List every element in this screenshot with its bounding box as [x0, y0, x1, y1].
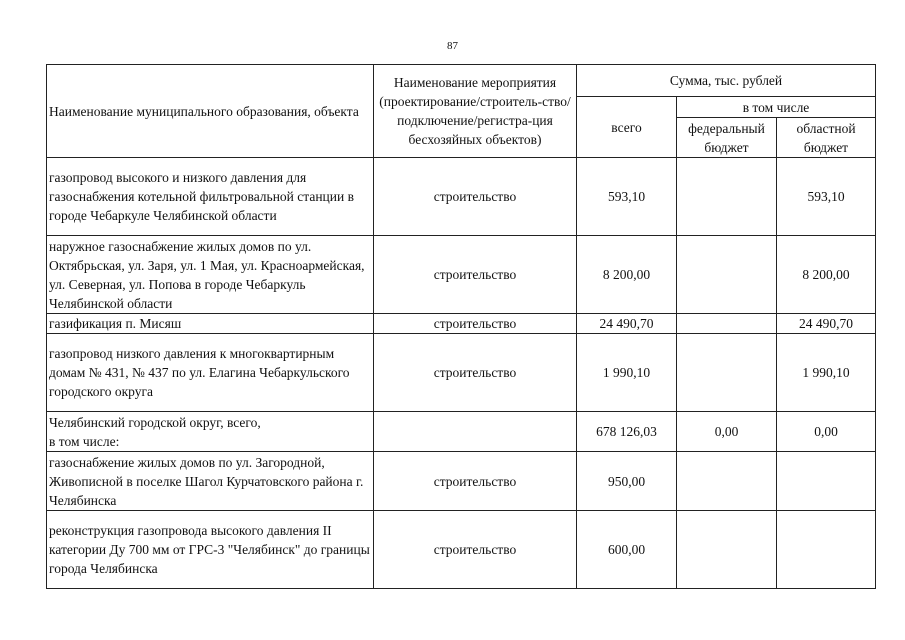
- regional-cell: 24 490,70: [777, 314, 876, 334]
- object-name-cell: наружное газоснабжение жилых домов по ул. Октябрьская, ул. Заря, ул. 1 Мая, ул. Красноармейская, ул. Северная, ул. Попова в городе Чебаркуль Челябинской области: [47, 236, 374, 314]
- table-row-subtotal: [47, 412, 876, 452]
- header-total: всего: [577, 97, 677, 158]
- regional-cell: 8 200,00: [777, 236, 876, 314]
- federal-cell: [677, 158, 777, 236]
- header-event-name: Наименование мероприятия (проектирование/строитель-ство/подключение/регистра-ция бесхозяйных объектов): [374, 65, 577, 158]
- header-municipality-object: Наименование муниципального образования, объекта: [47, 65, 374, 158]
- event-cell: строительство: [374, 314, 577, 334]
- event-cell: строительство: [374, 158, 577, 236]
- table-row: [47, 511, 876, 589]
- municipality-name-line: Челябинский городской округ, всего,: [49, 414, 261, 430]
- event-cell: строительство: [374, 334, 577, 412]
- total-cell: 950,00: [577, 452, 677, 511]
- regional-cell: [777, 511, 876, 589]
- municipality-including-line: в том числе:: [49, 433, 120, 449]
- regional-cell: 0,00: [777, 412, 876, 452]
- municipality-total-cell: [47, 412, 374, 452]
- event-cell: строительство: [374, 452, 577, 511]
- table-row: [47, 314, 876, 334]
- funding-table: [46, 64, 876, 589]
- header-regional-budget: областной бюджет: [777, 118, 876, 158]
- table-row: [47, 452, 876, 511]
- regional-cell: [777, 452, 876, 511]
- table-row: [47, 158, 876, 236]
- total-cell: 600,00: [577, 511, 677, 589]
- total-cell: 593,10: [577, 158, 677, 236]
- object-name-cell: газоснабжение жилых домов по ул. Загородной, Живописной в поселке Шагол Курчатовского района г. Челябинска: [47, 452, 374, 511]
- total-cell: 24 490,70: [577, 314, 677, 334]
- event-cell: строительство: [374, 511, 577, 589]
- header-including: в том числе: [677, 97, 876, 118]
- object-name-cell: газификация п. Мисяш: [47, 314, 374, 334]
- total-cell: 1 990,10: [577, 334, 677, 412]
- federal-cell: 0,00: [677, 412, 777, 452]
- object-name-cell: газопровод низкого давления к многоквартирным домам № 431, № 437 по ул. Елагина Чебаркульского городского округа: [47, 334, 374, 412]
- event-cell: [374, 412, 577, 452]
- object-name-cell: реконструкция газопровода высокого давления II категории Ду 700 мм от ГРС-3 "Челябинск" до границы города Челябинска: [47, 511, 374, 589]
- header-sum: Сумма, тыс. рублей: [577, 65, 876, 97]
- federal-cell: [677, 334, 777, 412]
- header-row-1: [47, 65, 876, 97]
- object-name-cell: газопровод высокого и низкого давления для газоснабжения котельной фильтровальной станции в городе Чебаркуле Челябинской области: [47, 158, 374, 236]
- federal-cell: [677, 511, 777, 589]
- federal-cell: [677, 314, 777, 334]
- page-number: 87: [447, 40, 458, 52]
- regional-cell: 593,10: [777, 158, 876, 236]
- federal-cell: [677, 236, 777, 314]
- total-cell: 678 126,03: [577, 412, 677, 452]
- header-federal-budget: федеральный бюджет: [677, 118, 777, 158]
- federal-cell: [677, 452, 777, 511]
- event-cell: строительство: [374, 236, 577, 314]
- total-cell: 8 200,00: [577, 236, 677, 314]
- regional-cell: 1 990,10: [777, 334, 876, 412]
- table-row: [47, 334, 876, 412]
- table-row: [47, 236, 876, 314]
